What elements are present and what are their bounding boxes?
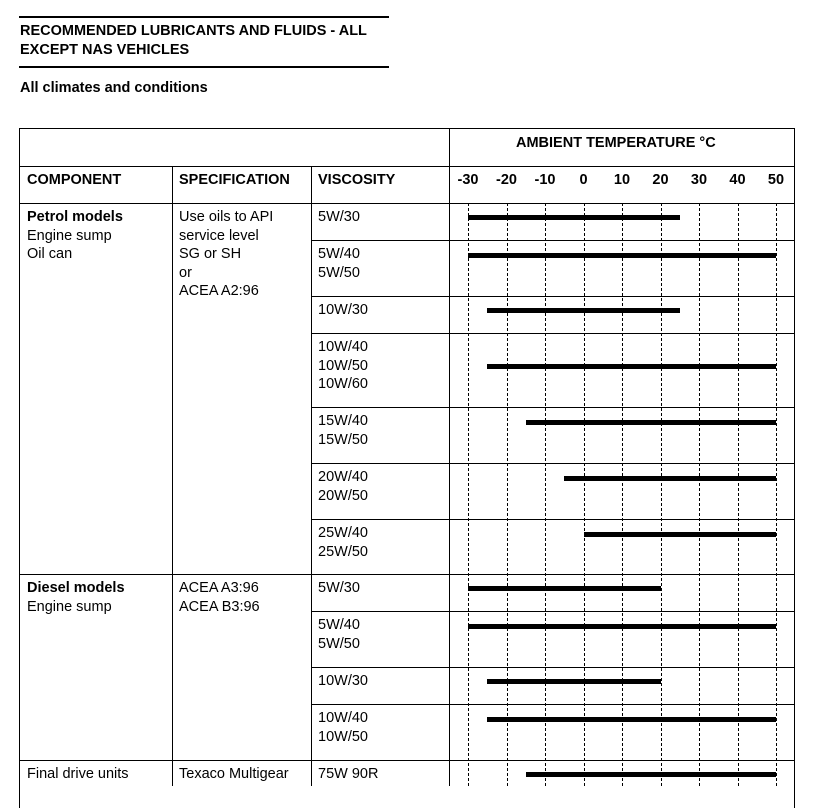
temperature-tick-label: 10 <box>613 172 631 188</box>
component-title: Petrol models <box>27 209 123 225</box>
viscosity-row-rule <box>311 333 795 334</box>
temperature-tick-label: 40 <box>729 172 746 188</box>
title-line-1: RECOMMENDED LUBRICANTS AND FLUIDS - ALL <box>20 23 367 39</box>
temperature-tick-label: -10 <box>534 172 556 188</box>
viscosity-row-rule <box>311 611 795 612</box>
viscosity-cell: 5W/30 <box>318 209 360 225</box>
viscosity-cell: 10W/30 <box>318 673 368 689</box>
header-rule <box>19 203 795 204</box>
viscosity-cell: 5W/40 5W/50 <box>318 246 360 281</box>
component-details: Final drive units <box>27 766 129 782</box>
component-details: Engine sump <box>27 598 112 615</box>
temperature-guide-line <box>699 203 700 786</box>
temperature-guide-line <box>622 203 623 786</box>
viscosity-row-rule <box>311 519 795 520</box>
viscosity-cell: 25W/40 25W/50 <box>318 525 368 560</box>
temperature-guide-line <box>468 203 469 786</box>
component-details: Engine sump Oil can <box>27 227 112 262</box>
viscosity-cell: 15W/40 15W/50 <box>318 413 368 448</box>
temperature-tick-label: -30 <box>457 172 479 188</box>
group-rule <box>19 574 795 575</box>
viscosity-cell: 75W 90R <box>318 766 379 782</box>
column-header-specification: SPECIFICATION <box>179 172 290 188</box>
temperature-range-bar <box>487 717 776 722</box>
viscosity-row-rule <box>311 704 795 705</box>
spec-viscosity-divider <box>311 166 312 786</box>
temperature-column-divider <box>449 128 450 786</box>
component-cell <box>27 579 125 616</box>
viscosity-cell: 20W/40 20W/50 <box>318 469 368 504</box>
temperature-range-bar <box>468 624 776 629</box>
component-cell <box>27 765 129 784</box>
temperature-range-bar <box>468 215 680 220</box>
viscosity-row-rule <box>311 240 795 241</box>
temperature-range-bar <box>526 420 776 425</box>
viscosity-cell: 10W/30 <box>318 302 368 318</box>
temperature-range-bar <box>468 253 776 258</box>
viscosity-row-rule <box>311 296 795 297</box>
viscosity-cell: 5W/30 <box>318 580 360 596</box>
viscosity-cell: 10W/40 10W/50 10W/60 <box>318 339 368 392</box>
temperature-range-bar <box>487 308 680 313</box>
left-header-rule <box>19 166 449 167</box>
temperature-tick-label: 20 <box>652 172 669 188</box>
temperature-tick-label: 50 <box>767 172 785 188</box>
viscosity-row-rule <box>311 463 795 464</box>
temperature-range-bar <box>487 364 776 369</box>
title-top-rule <box>19 16 389 18</box>
title-line-2: EXCEPT NAS VEHICLES <box>20 42 190 58</box>
temperature-guide-line <box>776 203 777 786</box>
temperature-range-bar <box>487 679 660 684</box>
temperature-range-bar <box>584 532 777 537</box>
temperature-guide-line <box>661 203 662 786</box>
temperature-guide-line <box>507 203 508 786</box>
ambient-header-rule <box>449 166 795 167</box>
temperature-range-bar <box>468 586 661 591</box>
temperature-tick-label: 0 <box>579 172 588 188</box>
column-header-component: COMPONENT <box>27 172 122 188</box>
temperature-range-bar <box>564 476 776 481</box>
group-rule <box>19 760 795 761</box>
temperature-guide-line <box>738 203 739 786</box>
specification-cell: Texaco Multigear <box>179 766 289 782</box>
component-spec-divider <box>172 166 173 786</box>
component-title: Diesel models <box>27 580 125 596</box>
title-bottom-rule <box>19 66 389 68</box>
column-header-viscosity: VISCOSITY <box>318 172 396 188</box>
temperature-guide-line <box>545 203 546 786</box>
component-cell <box>27 208 123 264</box>
viscosity-cell: 10W/40 10W/50 <box>318 710 368 745</box>
viscosity-cell: 5W/40 5W/50 <box>318 617 360 652</box>
lubricants-table <box>19 128 795 808</box>
temperature-guide-line <box>584 203 585 786</box>
document-subtitle: All climates and conditions <box>20 80 208 96</box>
temperature-tick-label: 30 <box>690 172 708 188</box>
ambient-temperature-header: AMBIENT TEMPERATURE °C <box>516 135 716 151</box>
temperature-tick-label: -20 <box>496 172 517 188</box>
specification-cell: Use oils to API service level SG or SH or ACEA A2:96 <box>179 209 274 299</box>
specification-cell: ACEA A3:96 ACEA B3:96 <box>179 580 260 615</box>
document-title <box>20 22 400 60</box>
temperature-range-bar <box>526 772 776 777</box>
viscosity-row-rule <box>311 667 795 668</box>
viscosity-row-rule <box>311 407 795 408</box>
